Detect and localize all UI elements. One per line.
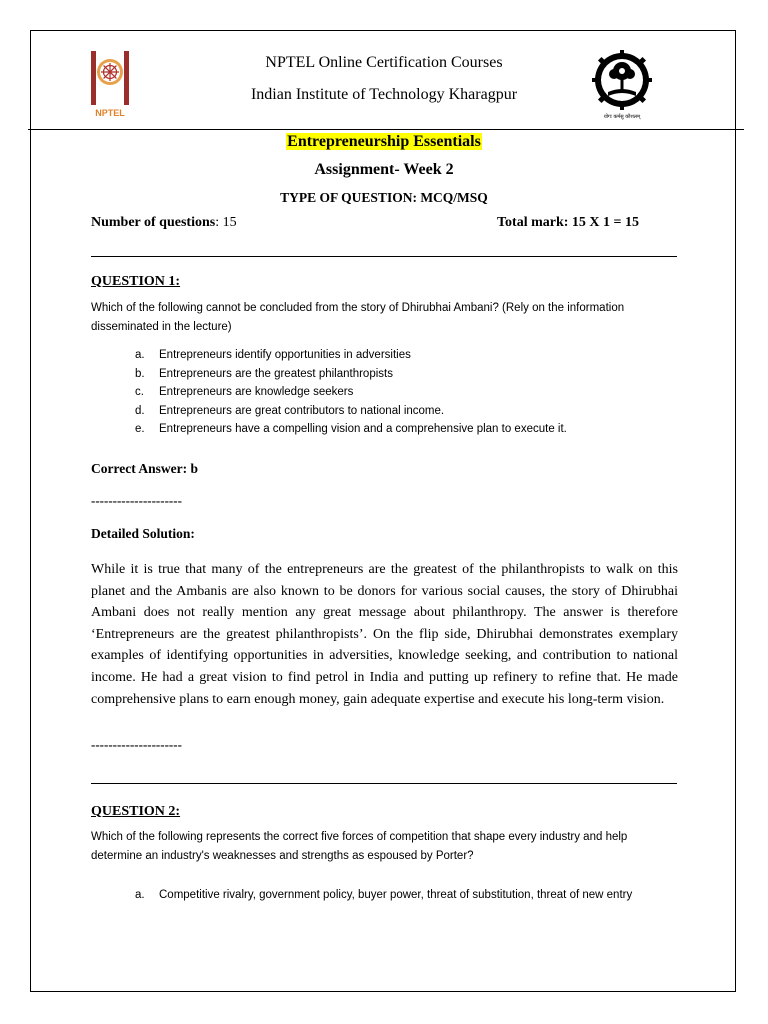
question-2-text: Which of the following represents the correct five forces of competition that shape every industry and help determine an industry's weaknesses and strengths as espoused by Porter?: [91, 831, 628, 862]
question-1-text: Which of the following cannot be concluded from the story of Dhirubhai Ambani? (Rely on the information disseminated in the lecture): [91, 302, 625, 333]
correct-answer: Correct Answer: b: [91, 461, 198, 476]
option-e: [135, 420, 675, 439]
question-2-title: QUESTION 2:: [91, 804, 181, 819]
option-label: a.: [135, 349, 145, 361]
dash-divider: ---------------------: [91, 493, 182, 508]
option-label: c.: [135, 386, 144, 399]
header-title-line1: NPTEL Online Certification Courses: [265, 54, 503, 71]
question-1-options: [135, 346, 675, 439]
option-text: Entrepreneurs are great contributors to national income.: [159, 404, 445, 417]
option-label: e.: [135, 423, 145, 436]
number-of-questions-label: Number of questions: [91, 215, 216, 230]
header-divider: [28, 129, 744, 130]
question-1-title: QUESTION 1:: [91, 274, 181, 289]
course-title: [0, 133, 768, 151]
dash-divider: ---------------------: [91, 737, 182, 752]
iit-emblem-motto: योगः कर्मसु कौशलम्: [603, 114, 641, 120]
section-divider: [91, 783, 677, 784]
question-type: TYPE OF QUESTION: MCQ/MSQ: [280, 190, 488, 205]
option-b: [135, 365, 675, 384]
option-a: [135, 346, 675, 365]
option-a: [135, 886, 675, 905]
detailed-solution-label: Detailed Solution:: [91, 526, 195, 541]
option-label: d.: [135, 404, 145, 417]
option-text: Competitive rivalry, government policy, buyer power, threat of substitution, threat of new entry: [159, 889, 633, 901]
option-text: Entrepreneurs identify opportunities in adversities: [159, 349, 411, 361]
question-2-options: [135, 886, 675, 905]
option-d: [135, 402, 675, 421]
header-title-line2: Indian Institute of Technology Kharagpur: [250, 86, 518, 103]
number-of-questions: [91, 215, 237, 231]
option-text: Entrepreneurs are knowledge seekers: [159, 386, 354, 399]
section-divider: [91, 256, 677, 257]
total-mark: Total mark: 15 X 1 = 15: [497, 215, 640, 230]
nptel-logo-text: NPTEL: [95, 108, 125, 118]
option-text: Entrepreneurs have a compelling vision and a comprehensive plan to execute it.: [159, 423, 567, 436]
number-of-questions-value: : 15: [215, 215, 237, 230]
assignment-title: Assignment- Week 2: [314, 161, 454, 178]
option-label: a.: [135, 889, 145, 901]
detailed-solution-text: While it is true that many of the entrepreneurs are the greatest of the philanthropists to walk on this planet and the Ambanis are also known to be donors for various social causes, the story of Dhirubhai Ambani does not really mention any great message about philanthropy. The answer is therefore ‘Entrepreneurs are the greatest philanthropists’. On the flip side, Dhirubhai demonstrates exemplary examples of identifying opportunities in adversities, knowledge seeking, and contribution to national income. He had a great vision to find petrol in India and putting up refinery to refine that. He made comprehensive plans to earn enough money, gain adequate expertise and execute his long-term vision.: [91, 562, 678, 707]
option-label: b.: [135, 367, 145, 380]
option-text: Entrepreneurs are the greatest philanthropists: [159, 367, 393, 380]
course-title-text: Entrepreneurship Essentials: [287, 133, 481, 150]
option-c: [135, 383, 675, 402]
